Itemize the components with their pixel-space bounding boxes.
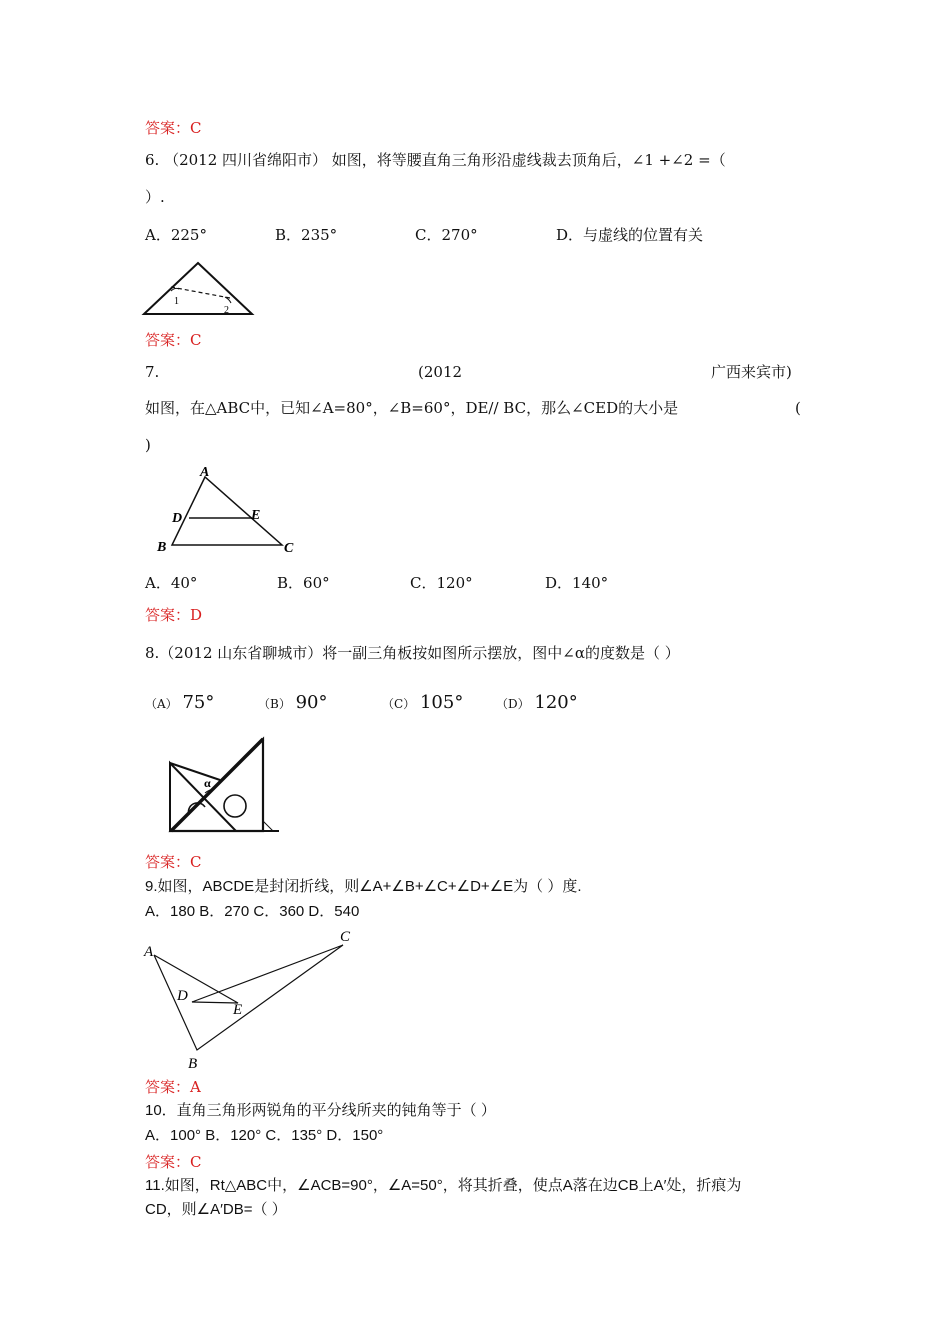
q8-answer: 答案：C (145, 853, 202, 871)
q7-label-b: B (157, 540, 167, 555)
q8-option-a-letter: （A） (145, 697, 178, 711)
q7-option-b: B．60° (277, 574, 330, 592)
q8-option-d (496, 693, 578, 714)
q7-label-a: A (200, 465, 210, 480)
q7-option-d: D．140° (545, 574, 609, 592)
q7-number: 7. (145, 363, 160, 381)
q9-figure (140, 925, 365, 1075)
q5-answer: 答案：C (145, 119, 202, 137)
q6-option-d: D．与虚线的位置有关 (556, 226, 704, 244)
q8-option-a-value: 75° (182, 692, 215, 713)
q6-label-2: 2 (224, 305, 229, 316)
q6-option-a: A．225° (145, 226, 207, 244)
q6-option-c: C．270° (415, 226, 478, 244)
q6-answer: 答案：C (145, 331, 202, 349)
q10-stem: 10．直角三角形两锐角的平分线所夹的钝角等于（ ） (145, 1102, 496, 1119)
q8-option-c-value: 105° (419, 692, 464, 713)
q10-options: A．100° B．120° C．135° D．150° (145, 1127, 384, 1144)
q9-label-d: D (177, 988, 188, 1004)
q6-stem-line1: 6. （2012 四川省绵阳市） 如图，将等腰直角三角形沿虚线裁去顶角后，∠1 +∠2 =（ (145, 151, 726, 169)
q8-option-c-letter: （C） (382, 697, 416, 711)
q6-stem-line2: ）. (145, 188, 165, 206)
q7-label-e: E (251, 508, 261, 523)
q6-option-b: B．235° (275, 226, 338, 244)
q7-paren-open: ( (795, 399, 801, 417)
q8-stem: 8.（2012 山东省聊城市）将一副三角板按如图所示摆放，图中∠α的度数是（ ） (145, 644, 680, 662)
q7-answer: 答案：D (145, 606, 203, 624)
q11-stem-line1: 11.如图，Rt△ABC中，∠ACB=90°，∠A=50°，将其折叠，使点A落在边CB上A′处，折痕为 (145, 1177, 742, 1194)
q8-figure (165, 735, 285, 835)
q7-source: 广西来宾市) (711, 363, 792, 381)
q9-label-c: C (340, 929, 351, 945)
q8-option-b-letter: （B） (258, 697, 291, 711)
q7-paren-close: ) (145, 436, 151, 454)
q9-stem: 9.如图，ABCDE是封闭折线，则∠A+∠B+∠C+∠D+∠E为（ ）度. (145, 878, 582, 895)
q8-option-b (258, 693, 328, 714)
q8-option-b-value: 90° (295, 692, 328, 713)
q11-stem-line2: CD，则∠A′DB=（ ） (145, 1201, 287, 1218)
q10-answer: 答案：C (145, 1153, 202, 1171)
q7-stem-line1: 如图，在△ABC中，已知∠A=80°，∠B=60°，DE// BC，那么∠CED的大小是 (145, 399, 679, 417)
q8-option-a (145, 693, 214, 714)
q9-answer: 答案：A (145, 1078, 201, 1096)
q7-option-a: A．40° (145, 574, 198, 592)
q7-label-d: D (172, 511, 183, 526)
q6-figure (140, 260, 260, 320)
q7-option-c: C．120° (410, 574, 473, 592)
q8-option-d-letter: （D） (496, 697, 530, 711)
q8-option-d-value: 120° (534, 692, 578, 713)
q9-label-b: B (188, 1056, 198, 1072)
q9-label-a: A (144, 944, 154, 960)
q7-figure (155, 465, 300, 560)
q8-option-c (382, 693, 463, 714)
q7-label-c: C (284, 541, 294, 556)
q6-label-1: 1 (174, 296, 179, 307)
q9-label-e: E (233, 1002, 243, 1018)
q7-year: (2012 (418, 363, 463, 381)
q8-label-alpha: α (204, 776, 211, 790)
q9-options: A．180 B．270 C．360 D．540 (145, 903, 360, 920)
